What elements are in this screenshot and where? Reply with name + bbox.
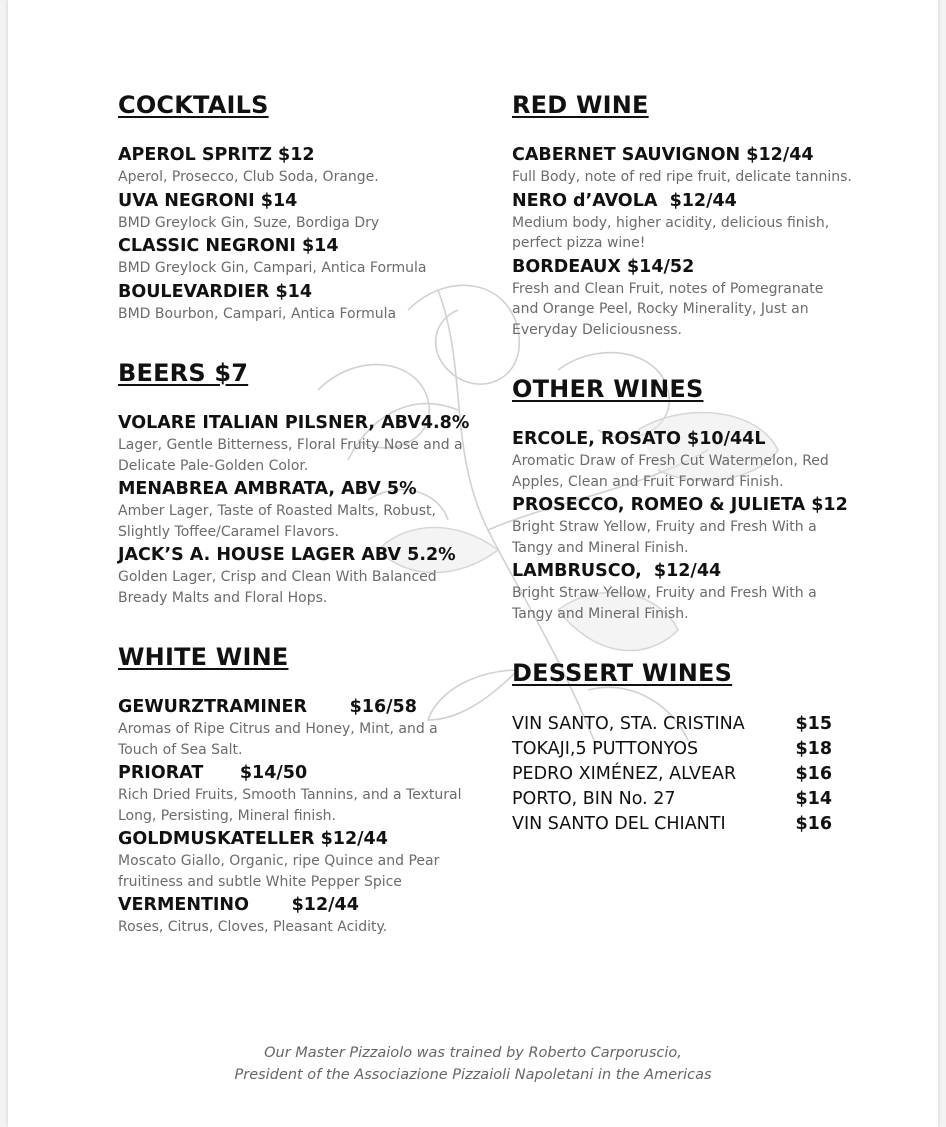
item-name: BORDEAUX $14/52 — [512, 256, 695, 277]
menu-item — [118, 894, 478, 938]
dessert-wine-price: $16 — [795, 814, 832, 834]
item-description: Aromatic Draw of Fresh Cut Watermelon, Red Apples, Clean and Fruit Forward Finish. — [512, 453, 829, 490]
item-description: BMD Greylock Gin, Suze, Bordiga Dry — [118, 214, 380, 231]
menu-item — [118, 190, 478, 234]
dessert-wine-row — [512, 712, 832, 737]
dessert-wine-list — [512, 712, 852, 837]
menu-item — [118, 144, 478, 188]
beers-section — [118, 358, 478, 608]
item-description: Bright Straw Yellow, Fruity and Fresh With a Tangy and Mineral Finish. — [512, 585, 817, 622]
item-name: UVA NEGRONI $14 — [118, 190, 298, 211]
dessert-wine-price: $18 — [795, 739, 832, 759]
item-name: JACK’S A. HOUSE LAGER ABV 5.2% — [118, 545, 456, 565]
item-name: VERMENTINO $12/44 — [118, 895, 359, 915]
left-column — [118, 90, 478, 972]
item-description: Amber Lager, Taste of Roasted Malts, Robust, Slightly Toffee/Caramel Flavors. — [118, 503, 436, 540]
item-description: Fresh and Clean Fruit, notes of Pomegranate and Orange Peel, Rocky Minerality, Just an Everyday Deliciousness. — [512, 280, 824, 338]
menu-item — [512, 494, 852, 558]
beers-title: BEERS $7 — [118, 359, 249, 387]
dessert-wine-name: PORTO, BIN No. 27 — [512, 789, 676, 809]
dessert-wine-row — [512, 787, 832, 812]
item-description: Aromas of Ripe Citrus and Honey, Mint, and a Touch of Sea Salt. — [118, 721, 438, 758]
dessert-wine-name: VIN SANTO DEL CHIANTI — [512, 814, 726, 834]
item-description: Aperol, Prosecco, Club Soda, Orange. — [118, 169, 379, 185]
item-description: BMD Greylock Gin, Campari, Antica Formula — [118, 260, 427, 276]
item-description: Moscato Giallo, Organic, ripe Quince and Pear fruitiness and subtle White Pepper Spice — [118, 853, 440, 890]
dessert-wine-name: VIN SANTO, STA. CRISTINA — [512, 714, 745, 734]
white-wine-section — [118, 642, 478, 938]
red-wine-title: RED WINE — [512, 91, 649, 119]
item-name: ERCOLE, ROSATO $10/44L — [512, 429, 766, 449]
item-description: Full Body, note of red ripe fruit, delicate tannins. — [512, 169, 852, 185]
footer-line-2: President of the Associazione Pizzaioli Napoletani in the Americas — [234, 1067, 712, 1083]
item-name: GEWURZTRAMINER $16/58 — [118, 697, 417, 717]
dessert-wine-price: $14 — [795, 789, 832, 809]
item-name: PROSECCO, ROMEO & JULIETA $12 — [512, 495, 848, 515]
menu-item — [118, 544, 478, 608]
footer-note — [8, 1042, 938, 1086]
item-name: PRIORAT $14/50 — [118, 763, 308, 783]
item-name: NERO d’AVOLA $12/44 — [512, 190, 737, 211]
cocktails-section — [118, 90, 478, 324]
item-description: Golden Lager, Crisp and Clean With Balanced Bready Malts and Floral Hops. — [118, 569, 437, 606]
item-name: APEROL SPRITZ $12 — [118, 145, 315, 165]
menu-item — [118, 762, 478, 826]
cocktails-title: COCKTAILS — [118, 91, 269, 119]
menu-item — [118, 478, 478, 542]
menu-item — [512, 560, 852, 624]
menu-item — [118, 235, 478, 279]
footer-line-1: Our Master Pizzaiolo was trained by Roberto Carporuscio, — [264, 1045, 682, 1061]
menu-page — [8, 0, 938, 1127]
item-description: Lager, Gentle Bitterness, Floral Fruity Nose and a Delicate Pale-Golden Color. — [118, 437, 463, 474]
menu-item — [118, 412, 478, 476]
item-name: VOLARE ITALIAN PILSNER, ABV4.8% — [118, 413, 470, 433]
other-wines-title: OTHER WINES — [512, 375, 704, 403]
item-name: LAMBRUSCO, $12/44 — [512, 561, 722, 581]
item-name: BOULEVARDIER $14 — [118, 281, 312, 302]
menu-item — [512, 190, 852, 254]
dessert-wine-name: TOKAJI,5 PUTTONYOS — [512, 739, 699, 759]
white-wine-title: WHITE WINE — [118, 643, 289, 671]
dessert-wine-row — [512, 762, 832, 787]
dessert-wine-price: $15 — [795, 714, 832, 734]
menu-item — [118, 828, 478, 892]
menu-item — [512, 144, 852, 188]
red-wine-section — [512, 90, 852, 340]
menu-item — [512, 428, 852, 492]
item-description: Bright Straw Yellow, Fruity and Fresh With a Tangy and Mineral Finish. — [512, 519, 817, 556]
dessert-wines-title: DESSERT WINES — [512, 659, 733, 687]
menu-item — [512, 256, 852, 341]
dessert-wine-row — [512, 737, 832, 762]
dessert-wine-name: PEDRO XIMÉNEZ, ALVEAR — [512, 764, 737, 784]
item-name: CABERNET SAUVIGNON $12/44 — [512, 145, 814, 165]
item-name: GOLDMUSKATELLER $12/44 — [118, 829, 388, 849]
other-wines-section — [512, 374, 852, 624]
item-name: CLASSIC NEGRONI $14 — [118, 236, 339, 256]
item-description: Medium body, higher acidity, delicious finish, perfect pizza wine! — [512, 214, 830, 251]
right-column — [512, 90, 852, 871]
dessert-wines-section — [512, 658, 852, 837]
dessert-wine-price: $16 — [795, 764, 832, 784]
menu-item — [118, 281, 478, 325]
menu-item — [118, 696, 478, 760]
item-description: BMD Bourbon, Campari, Antica Formula — [118, 305, 397, 322]
dessert-wine-row — [512, 812, 832, 837]
item-description: Rich Dried Fruits, Smooth Tannins, and a Textural Long, Persisting, Mineral finish. — [118, 787, 462, 824]
item-description: Roses, Citrus, Cloves, Pleasant Acidity. — [118, 919, 388, 935]
item-name: MENABREA AMBRATA, ABV 5% — [118, 479, 417, 499]
